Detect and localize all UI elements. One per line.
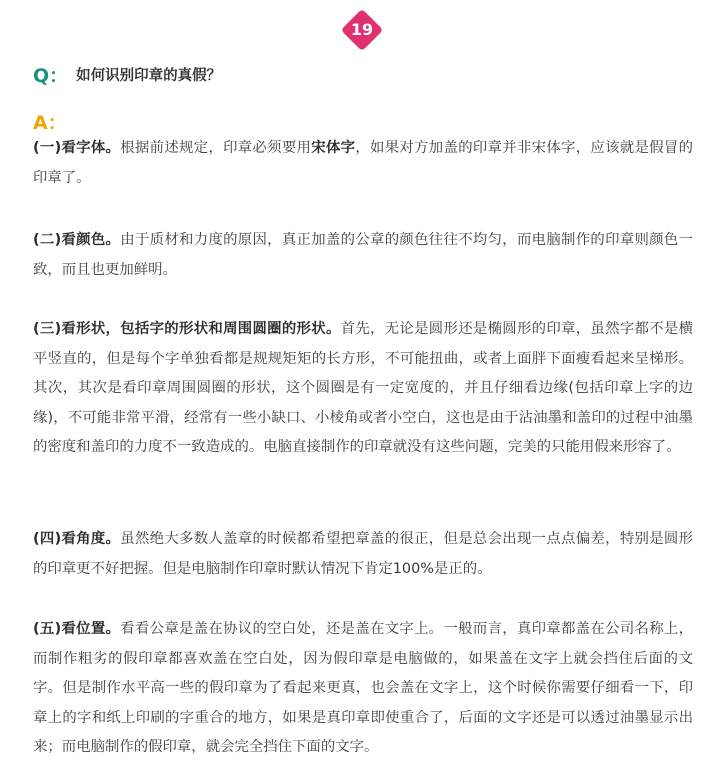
paragraph-text: 虽然绝大多数人盖章的时候都希望把章盖的很正，但是总会出现一点点偏差，特别是圆形的印章更不好把握。但是电脑制作印章时默认情况下肯定100%是正的。 — [33, 531, 693, 577]
paragraph-text: 由于质材和力度的原因，真正加盖的公章的颜色往往不均匀，而电脑制作的印章则颜色一致，而且也更加鲜明。 — [33, 232, 693, 278]
paragraph-angle — [33, 525, 693, 584]
paragraph-heading: (二)看颜色。 — [33, 232, 121, 248]
paragraph-color — [33, 226, 693, 285]
paragraph-text: ，如果对方加盖的印章并非宋体字，应该就是假冒的印章了。 — [33, 140, 693, 186]
paragraph-font — [33, 134, 693, 193]
paragraph-text: 看看公章是盖在协议的空白处，还是盖在文字上。一般而言，真印章都盖在公司名称上，而制作粗劣的假印章都喜欢盖在空白处，因为假印章是电脑做的，如果盖在文字上就会挡住后面的文字。但是制作水平高一些的假印章为了看起来更真，也会盖在文字上，这个时候你需要仔细看一下，印章上的字和纸上印刷的字重合的地方，如果是真印章即使重合了，后面的文字还是可以透过油墨显示出来；而电脑制作的假印章，就会完全挡住下面的文字。 — [33, 621, 693, 755]
paragraph-heading: (一)看字体。 — [33, 140, 121, 156]
paragraph-heading: (五)看位置。 — [33, 621, 121, 637]
number-badge — [343, 11, 381, 49]
paragraph-text: 首先，无论是圆形还是椭圆形的印章，虽然字都不是横平竖直的，但是每个字单独看都是规规矩矩的长方形，不可能扭曲，或者上面胖下面瘦看起来呈梯形。其次，其次是看印章周围圆圈的形状，这个圆圈是有一定宽度的，并且仔细看边缘(包括印章上字的边缘)，不可能非常平滑，经常有一些小缺口、小棱角或者小空白，这也是由于沾油墨和盖印的过程中油墨的密度和盖印的力度不一致造成的。电脑直接制作的印章就没有这些问题，完美的只能用假来形容了。 — [33, 321, 693, 455]
question-text: 如何识别印章的真假？ — [76, 67, 222, 84]
paragraph-heading: (三)看形状，包括字的形状和周围圆圈的形状。 — [33, 321, 341, 337]
paragraph-heading: (四)看角度。 — [33, 531, 121, 547]
paragraph-text: 根据前述规定，印章必须要用 — [120, 140, 312, 156]
paragraph-shape — [33, 315, 693, 463]
answer-label: A： — [33, 112, 67, 134]
question-row — [33, 62, 221, 86]
paragraph-position — [33, 615, 693, 763]
paragraph-emphasis: 宋体字 — [311, 140, 356, 156]
question-label: Q： — [33, 64, 69, 87]
badge-number: 19 — [350, 20, 374, 39]
